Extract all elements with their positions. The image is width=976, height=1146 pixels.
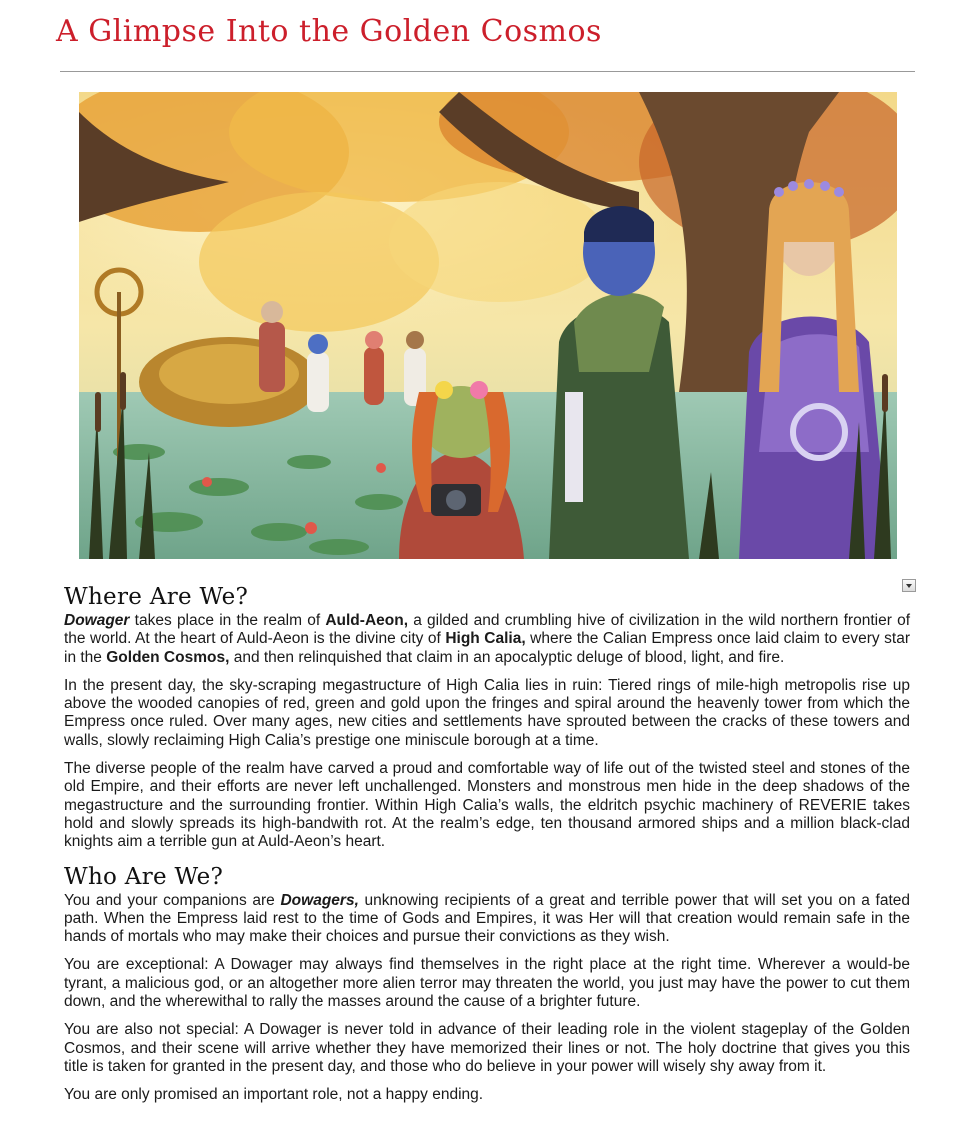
page-title: A Glimpse Into the Golden Cosmos xyxy=(56,14,602,49)
body-text: a gilded and crumbling hive of civilization in the wild northern frontier of the world. At the heart of Auld-Aeon is the divine city of xyxy=(64,612,910,648)
section-heading-where-are-we: Where Are We? xyxy=(64,584,249,610)
paragraph xyxy=(64,612,910,667)
title-divider xyxy=(60,71,915,72)
paragraph: The diverse people of the realm have carved a proud and comfortable way of life out of the twisted steel and stones of the old Empire, and their efforts are never left unchallenged. Monsters and monstrous men hide in the deep shadows of the megastructure and the surrounding frontier. Within High Calia’s walls, the eldritch psychic machinery of REVERIE takes hold and slowly spreads its high-bandwith rot. At the realm’s edge, ten thousand armored ships and a million black-clad knights aim a terrible gun at Auld-Aeon’s heart. xyxy=(64,760,910,851)
section-heading-who-are-we: Who Are We? xyxy=(64,863,224,890)
body-text: takes place in the realm of xyxy=(129,612,326,629)
paragraph: You are also not special: A Dowager is never told in advance of their leading role in the violent stageplay of the Golden Cosmos, and their scene will arrive whether they have memorized their lines or not. The holy doctrine that gives you this title is taken for granted in the present day, and those who do believe in your power will wisely shy away from it. xyxy=(64,1021,910,1075)
emphasis-text: High Calia, xyxy=(445,630,526,648)
paragraph xyxy=(64,892,910,947)
emphasis-text: Dowager xyxy=(64,612,130,629)
body-text: and then relinquished that claim in an apocalyptic deluge of blood, light, and fire. xyxy=(229,648,785,666)
emphasis-text: Golden Cosmos, xyxy=(106,648,230,666)
paragraph: In the present day, the sky-scraping megastructure of High Calia lies in ruin: Tiered rings of mile-high metropolis rise up above the wooded canopies of red, green and gold upon the fringes and spiral around the heavenly tower from which the Empress once ruled. Over many ages, new cities and settlements have sprouted between the cracks of these towers and walls, slowly reclaiming High Calia’s prestige one miniscule borough at a time. xyxy=(64,676,910,749)
body-text: unknowing recipients of a great and terrible power that will set you on a fated path. When the Empress laid rest to the time of Gods and Empires, it was Her will that creation would remain safe in the hands of mortals who may make their choices and pursue their convictions as they wish. xyxy=(64,891,910,946)
paragraph: You are exceptional: A Dowager may always find themselves in the right place at the right time. Wherever a would-be tyrant, a malicious god, or an altogether more alien terror may threaten the world, you just may have the power to cut them down, and the wherewithal to rally the masses around the cause of a brighter future. xyxy=(64,956,910,1011)
article-body xyxy=(64,582,910,1115)
emphasis-text: Auld-Aeon, xyxy=(325,612,408,629)
paragraph: You are only promised an important role, not a happy ending. xyxy=(64,1086,484,1104)
emphasis-text: Dowagers, xyxy=(280,891,359,909)
body-text: where the Calian Empress once laid claim to every star in the xyxy=(64,630,910,666)
hero-illustration xyxy=(79,92,897,559)
body-text: You and your companions are xyxy=(64,891,281,909)
